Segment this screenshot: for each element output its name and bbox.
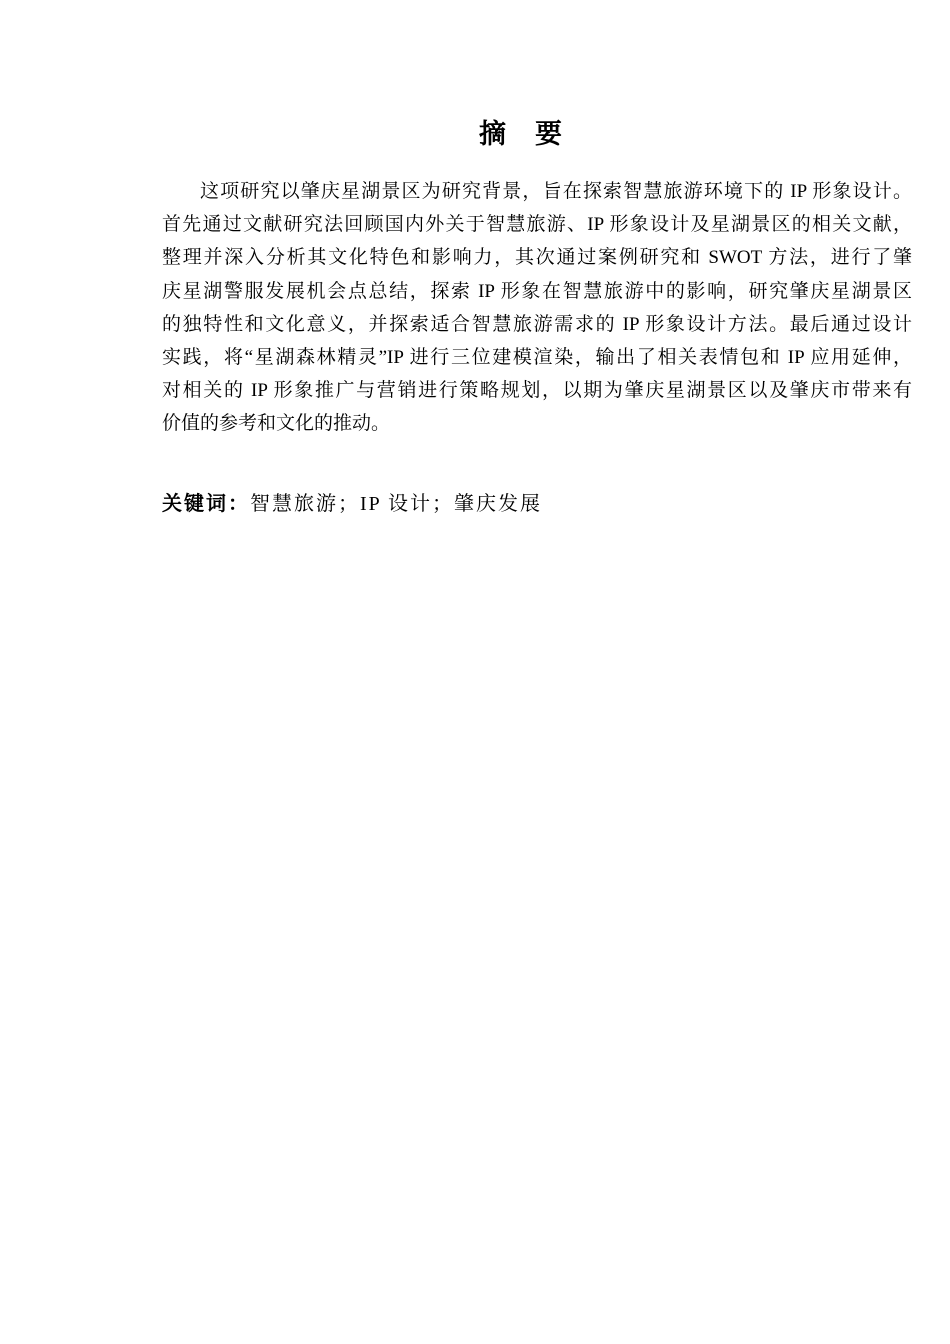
- abstract-line-6: 实践，将“星湖森林精灵”IP 进行三位建模渲染，输出了相关表情包和 IP 应用延伸，: [162, 347, 912, 369]
- abstract-line-1: 这项研究以肇庆星湖景区为研究背景，旨在探索智慧旅游环境下的 IP 形象设计。: [200, 181, 912, 202]
- abstract-line-5: 的独特性和文化意义，并探索适合智慧旅游需求的 IP 形象设计方法。最后通过设计: [162, 313, 912, 335]
- keywords-content: 智慧旅游；IP 设计；肇庆发展: [250, 493, 543, 515]
- abstract-line-3: 整理并深入分析其文化特色和影响力，其次通过案例研究和 SWOT 方法，进行了肇: [162, 247, 912, 269]
- keywords-label: 关键词：: [162, 493, 250, 515]
- page-title: 摘 要: [479, 119, 563, 149]
- abstract-line-4: 庆星湖警服发展机会点总结，探索 IP 形象在智慧旅游中的影响，研究肇庆星湖景区: [162, 280, 912, 302]
- keywords-line: [162, 489, 912, 519]
- abstract-line-2: 首先通过文献研究法回顾国内外关于智慧旅游、IP 形象设计及星湖景区的相关文献，: [162, 214, 912, 236]
- abstract-line-8: 价值的参考和文化的推动。: [162, 413, 391, 435]
- abstract-paragraph: [162, 175, 912, 441]
- abstract-line-7: 对相关的 IP 形象推广与营销进行策略规划，以期为肇庆星湖景区以及肇庆市带来有: [162, 380, 912, 402]
